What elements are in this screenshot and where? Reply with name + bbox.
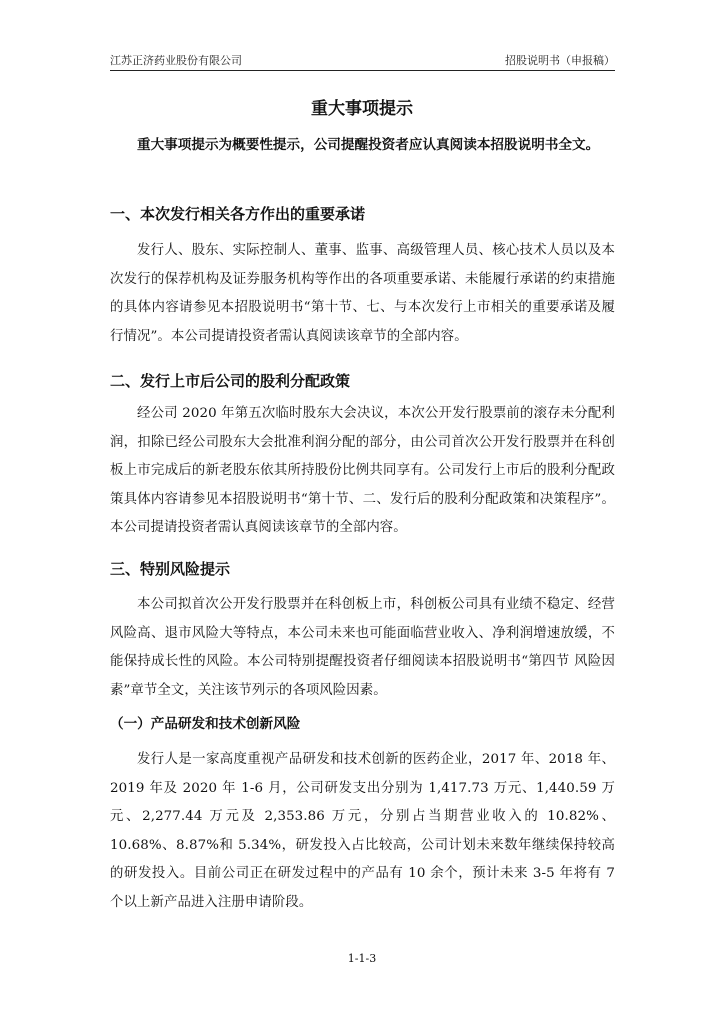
page-header [110, 50, 615, 71]
header-document-type: 招股说明书（申报稿） [505, 54, 615, 67]
subsection-1-paragraph: 发行人是一家高度重视产品研发和技术创新的医药企业，2017 年、2018 年、2019 年及 2020 年 1-6 月，公司研发支出分别为 1,417.73 万元、1,440.59 万元、2,277.44 万元及 2,353.86 万元，分别占当期营业收入的 10.82%、10.68%、8.87%和 5.34%，研发投入占比较高，公司计划未来数年继续保持较高的研发投入。目前公司正在研发过程中的产品有 10 余个，预计未来 3-5 年将有 7 个以上新产品进入注册申请阶段。 [110, 752, 615, 910]
section-1-heading: 一、本次发行相关各方作出的重要承诺 [110, 205, 366, 223]
section-2-heading: 二、发行上市后公司的股利分配政策 [110, 372, 351, 390]
section-3-paragraph: 本公司拟首次公开发行股票并在科创板上市，科创板公司具有业绩不稳定、经营风险高、退市风险大等特点，本公司未来也可能面临营业收入、净利润增速放缓，不能保持成长性的风险。本公司特别提醒投资者仔细阅读本招股说明书“第四节 风险因素”章节全文，关注该节列示的各项风险因素。 [110, 597, 615, 698]
subsection-1-heading: （一）产品研发和技术创新风险 [110, 716, 301, 732]
section-1-paragraph: 发行人、股东、实际控制人、董事、监事、高级管理人员、核心技术人员以及本次发行的保荐机构及证券服务机构等作出的各项重要承诺、未能履行承诺的约束措施的具体内容请参见本招股说明书“第十节、七、与本次发行上市相关的重要承诺及履行情况”。本公司提请投资者需认真阅读该章节的全部内容。 [110, 243, 615, 344]
page-number: 1-1-3 [347, 952, 377, 965]
section-3-heading: 三、特别风险提示 [110, 560, 231, 578]
section-2-paragraph: 经公司 2020 年第五次临时股东大会决议，本次公开发行股票前的滚存未分配利润，扣除已经公司股东大会批准利润分配的部分，由公司首次公开发行股票并在科创板上市完成后的新老股东依其所持股份比例共同享有。公司发行上市后的股利分配政策具体内容请参见本招股说明书“第十节、二、发行后的股利分配政策和决策程序”。本公司提请投资者需认真阅读该章节的全部内容。 [110, 406, 615, 535]
page-title: 重大事项提示 [311, 99, 413, 119]
header-company-name: 江苏正济药业股份有限公司 [110, 54, 242, 67]
intro-paragraph: 重大事项提示为概要性提示，公司提醒投资者应认真阅读本招股说明书全文。 [137, 137, 600, 153]
